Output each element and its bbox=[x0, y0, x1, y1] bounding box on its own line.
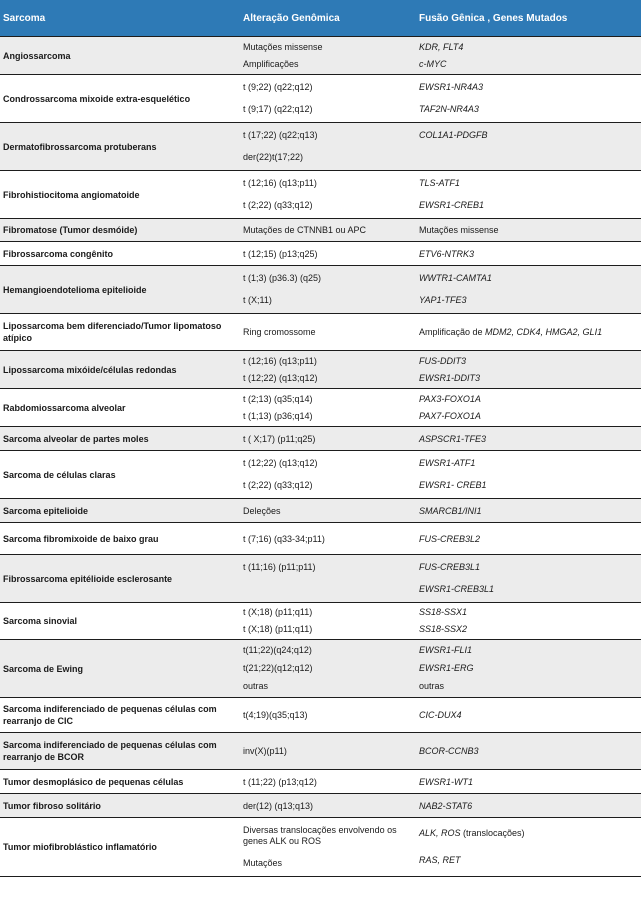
fusao-cell bbox=[416, 818, 641, 877]
alteracao-value: Amplificações bbox=[243, 58, 299, 69]
alteracao-value: outras bbox=[243, 681, 269, 691]
sarcoma-name: Sarcoma indiferenciado de pequenas células com rearranjo de CIC bbox=[0, 698, 240, 733]
alteracao-value: t (9;22) (q22;q12) bbox=[243, 82, 313, 92]
alteracao-value: t (17;22) (q22;q13) bbox=[243, 130, 318, 140]
table-row bbox=[0, 603, 641, 640]
fusao-value: Mutações missense bbox=[416, 219, 641, 242]
alteracao-cell bbox=[240, 555, 416, 603]
alteracao-value: Diversas translocações envolvendo os genes ALK ou ROS bbox=[243, 825, 397, 846]
table-row bbox=[0, 794, 641, 818]
sarcoma-name: Angiossarcoma bbox=[0, 37, 240, 75]
fusao-value: YAP1-TFE3 bbox=[419, 295, 467, 305]
fusao-cell bbox=[416, 75, 641, 123]
alteracao-cell bbox=[240, 171, 416, 219]
alteracao-value: Deleções bbox=[240, 499, 416, 523]
alteracao-value: t (1;13) (p36;q14) bbox=[243, 410, 313, 421]
alteracao-value: Mutações de CTNNB1 ou APC bbox=[240, 219, 416, 242]
alteracao-cell bbox=[240, 818, 416, 877]
alteracao-value: t (9;17) (q22;q12) bbox=[243, 104, 313, 114]
alteracao-value: t (11;22) (p13;q12) bbox=[240, 770, 416, 794]
alteracao-value: t (12;22) (q13;q12) bbox=[243, 372, 318, 383]
fusao-value: RAS, RET bbox=[419, 855, 461, 866]
alteracao-value: t (11;16) (p11;p11) bbox=[243, 562, 316, 572]
fusao-cell bbox=[416, 389, 641, 427]
sarcoma-name: Sarcoma de células claras bbox=[0, 451, 240, 499]
fusao-cell bbox=[416, 555, 641, 603]
sarcoma-name: Tumor desmoplásico de pequenas células bbox=[0, 770, 240, 794]
fusao-cell bbox=[416, 171, 641, 219]
alteracao-value: t (X;11) bbox=[243, 295, 272, 305]
alteracao-value: Mutações missense bbox=[243, 41, 323, 52]
fusao-genes: MDM2, CDK4, HMGA2, GLI1 bbox=[485, 327, 603, 337]
sarcoma-name: Dermatofibrossarcoma protuberans bbox=[0, 123, 240, 171]
alteracao-cell bbox=[240, 123, 416, 171]
fusao-value: outras bbox=[419, 681, 445, 691]
fusao-line bbox=[419, 828, 637, 839]
sarcoma-name: Lipossarcoma bem diferenciado/Tumor lipomatoso atípico bbox=[0, 314, 240, 351]
sarcoma-name: Sarcoma indiferenciado de pequenas células com rearranjo de BCOR bbox=[0, 733, 240, 770]
alteracao-cell bbox=[240, 640, 416, 698]
sarcoma-name: Rabdomiossarcoma alveolar bbox=[0, 389, 240, 427]
fusao-value: ASPSCR1-TFE3 bbox=[416, 427, 641, 451]
fusao-suffix: (translocações) bbox=[460, 827, 525, 838]
fusao-prefix: Amplificação de bbox=[419, 327, 486, 337]
sarcoma-name: Condrossarcoma mixoide extra-esquelético bbox=[0, 75, 240, 123]
alteracao-cell bbox=[240, 351, 416, 389]
table-row bbox=[0, 499, 641, 523]
fusao-value: c-MYC bbox=[419, 58, 447, 69]
fusao-cell bbox=[416, 37, 641, 75]
fusao-cell bbox=[416, 351, 641, 389]
sarcoma-name: Sarcoma fibromixoide de baixo grau bbox=[0, 523, 240, 555]
alteracao-cell bbox=[240, 266, 416, 314]
fusao-cell bbox=[416, 123, 641, 171]
alteracao-value: t (12;22) (q13;q12) bbox=[243, 458, 318, 468]
fusao-value: EWSR1-NR4A3 bbox=[419, 82, 484, 92]
sarcoma-name: Fibrossarcoma congênito bbox=[0, 242, 240, 266]
alteracao-cell bbox=[240, 37, 416, 75]
table-row bbox=[0, 523, 641, 555]
fusao-value: EWSR1-WT1 bbox=[416, 770, 641, 794]
header-alteracao: Alteração Genômica bbox=[240, 0, 416, 37]
alteracao-value: der(12) (q13;q13) bbox=[240, 794, 416, 818]
fusao-value: TAF2N-NR4A3 bbox=[419, 104, 479, 114]
alteracao-value: t (1;3) (p36.3) (q25) bbox=[243, 273, 322, 283]
sarcoma-name: Lipossarcoma mixóide/células redondas bbox=[0, 351, 240, 389]
sarcoma-name: Sarcoma sinovial bbox=[0, 603, 240, 640]
table-row bbox=[0, 314, 641, 351]
table-row bbox=[0, 171, 641, 219]
fusao-value: CIC-DUX4 bbox=[416, 698, 641, 733]
fusao-value: KDR, FLT4 bbox=[419, 41, 464, 52]
table-row bbox=[0, 219, 641, 242]
fusao-cell bbox=[416, 451, 641, 499]
fusao-cell bbox=[416, 314, 641, 351]
fusao-value: EWSR1-CREB3L1 bbox=[419, 584, 495, 594]
table-row bbox=[0, 242, 641, 266]
alteracao-value: t (2;22) (q33;q12) bbox=[243, 200, 313, 210]
sarcoma-name: Sarcoma alveolar de partes moles bbox=[0, 427, 240, 451]
alteracao-value: t (12;15) (p13;q25) bbox=[240, 242, 416, 266]
fusao-cell bbox=[416, 640, 641, 698]
alteracao-value: inv(X)(p11) bbox=[240, 733, 416, 770]
table-row bbox=[0, 266, 641, 314]
table-row bbox=[0, 123, 641, 171]
table-row bbox=[0, 555, 641, 603]
fusao-value: SS18-SSX2 bbox=[419, 623, 468, 634]
sarcoma-name: Hemangioendotelioma epitelioide bbox=[0, 266, 240, 314]
table-row bbox=[0, 427, 641, 451]
alteracao-value: t (2;13) (q35;q14) bbox=[243, 393, 313, 404]
fusao-value: SS18-SSX1 bbox=[419, 607, 468, 618]
alteracao-value: der(22)t(17;22) bbox=[243, 152, 304, 162]
alteracao-value: Mutações bbox=[243, 858, 283, 868]
fusao-value: PAX7-FOXO1A bbox=[419, 410, 481, 421]
alteracao-value: t (12;16) (q13;p11) bbox=[243, 178, 317, 188]
header-sarcoma: Sarcoma bbox=[0, 0, 240, 37]
table-row bbox=[0, 75, 641, 123]
fusao-value: EWSR1-CREB1 bbox=[419, 200, 485, 210]
fusao-value: COL1A1-PDGFB bbox=[419, 130, 488, 140]
fusao-genes: ALK, ROS bbox=[419, 827, 461, 838]
header-fusao: Fusão Gênica , Genes Mutados bbox=[416, 0, 641, 37]
header-row bbox=[0, 0, 641, 37]
fusao-value: ETV6-NTRK3 bbox=[416, 242, 641, 266]
alteracao-value: t (12;16) (q13;p11) bbox=[243, 355, 317, 366]
fusao-value: EWSR1-ERG bbox=[419, 663, 474, 673]
alteracao-cell bbox=[240, 451, 416, 499]
sarcoma-name: Fibrossarcoma epitélioide esclerosante bbox=[0, 555, 240, 603]
alteracao-value: t(4;19)(q35;q13) bbox=[240, 698, 416, 733]
sarcoma-name: Sarcoma epitelioide bbox=[0, 499, 240, 523]
fusao-value: PAX3-FOXO1A bbox=[419, 393, 481, 404]
sarcoma-name: Tumor fibroso solitário bbox=[0, 794, 240, 818]
sarcoma-name: Sarcoma de Ewing bbox=[0, 640, 240, 698]
alteracao-value bbox=[243, 584, 412, 595]
alteracao-value: t ( X;17) (p11;q25) bbox=[240, 427, 416, 451]
fusao-value: NAB2-STAT6 bbox=[416, 794, 641, 818]
alteracao-value: Ring cromossome bbox=[240, 314, 416, 351]
alteracao-value: t (X;18) (p11;q11) bbox=[243, 623, 313, 634]
fusao-cell bbox=[416, 266, 641, 314]
table-row bbox=[0, 37, 641, 75]
sarcoma-name: Fibrohistiocitoma angiomatoide bbox=[0, 171, 240, 219]
alteracao-value: t(21;22)(q12;q12) bbox=[243, 663, 313, 673]
table-row bbox=[0, 640, 641, 698]
table-row bbox=[0, 451, 641, 499]
fusao-value: EWSR1-DDIT3 bbox=[419, 372, 481, 383]
fusao-value: EWSR1-ATF1 bbox=[419, 458, 476, 468]
fusao-value: BCOR-CCNB3 bbox=[416, 733, 641, 770]
table-row bbox=[0, 770, 641, 794]
table-row bbox=[0, 733, 641, 770]
fusao-value: EWSR1-FLI1 bbox=[419, 645, 473, 655]
fusao-value: SMARCB1/INI1 bbox=[416, 499, 641, 523]
fusao-value: EWSR1- CREB1 bbox=[419, 480, 487, 490]
alteracao-value: t(11;22)(q24;q12) bbox=[243, 645, 312, 655]
fusao-value: WWTR1-CAMTA1 bbox=[419, 273, 492, 283]
fusao-value: TLS-ATF1 bbox=[419, 178, 460, 188]
alteracao-cell bbox=[240, 603, 416, 640]
alteracao-cell bbox=[240, 389, 416, 427]
fusao-cell bbox=[416, 603, 641, 640]
table-row bbox=[0, 351, 641, 389]
sarcoma-name: Tumor miofibroblástico inflamatório bbox=[0, 818, 240, 877]
table-row bbox=[0, 389, 641, 427]
fusao-value: FUS-CREB3L1 bbox=[419, 562, 481, 572]
fusao-value bbox=[419, 152, 637, 163]
alteracao-value: t (7;16) (q33-34;p11) bbox=[240, 523, 416, 555]
sarcoma-name: Fibromatose (Tumor desmóide) bbox=[0, 219, 240, 242]
fusao-value: FUS-DDIT3 bbox=[419, 355, 466, 366]
alteracao-value: t (X;18) (p11;q11) bbox=[243, 607, 313, 618]
table-row bbox=[0, 698, 641, 733]
alteracao-cell bbox=[240, 75, 416, 123]
alteracao-value: t (2;22) (q33;q12) bbox=[243, 480, 313, 490]
table-row bbox=[0, 818, 641, 877]
fusao-value: FUS-CREB3L2 bbox=[416, 523, 641, 555]
